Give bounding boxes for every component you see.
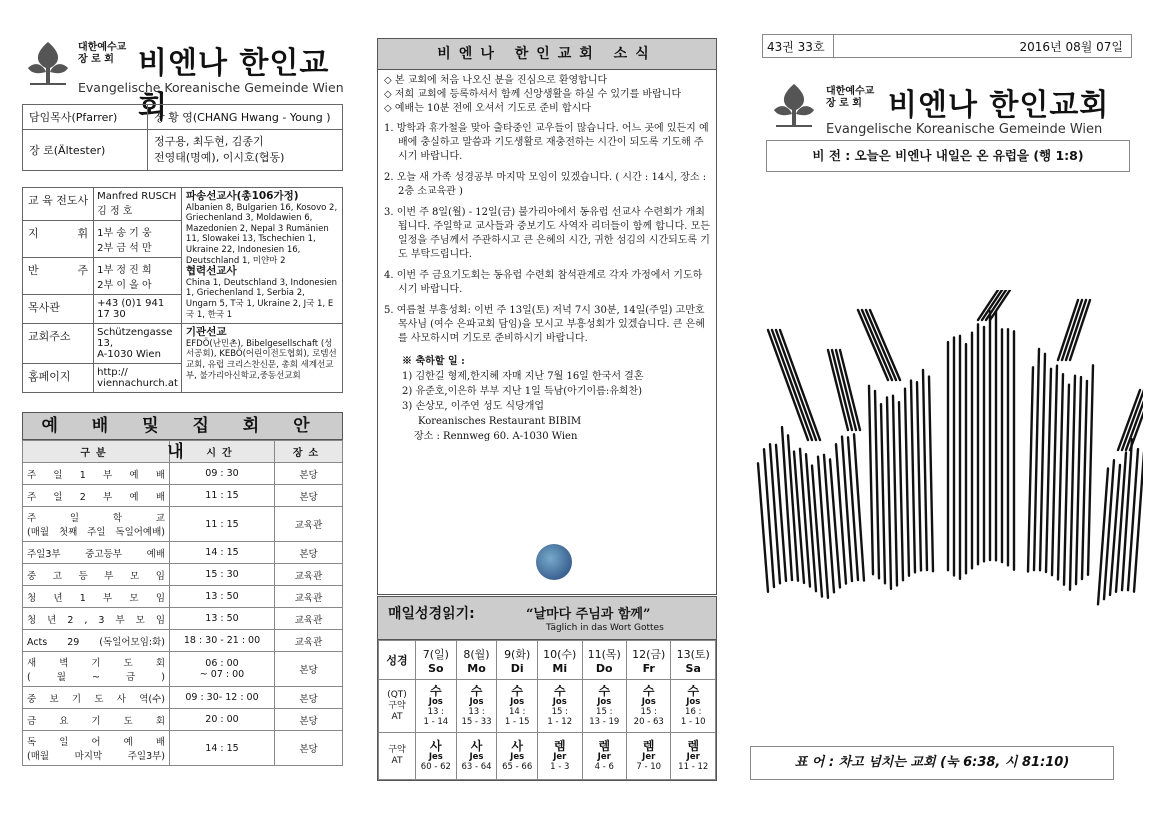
worship-name: 주 일 1 부 예 배	[23, 463, 170, 485]
reading-book-de: Jer	[686, 752, 700, 762]
reading-day	[416, 641, 457, 680]
daily-title: 매일성경읽기:	[388, 606, 475, 622]
reading-book-de: Jes	[469, 752, 484, 762]
reading-book-de: Jer	[553, 752, 567, 762]
reading-range: 16 : 1 - 10	[680, 707, 706, 727]
reading-range: 15 : 13 - 19	[589, 707, 620, 727]
reading-range: 60 - 62	[420, 762, 451, 772]
worship-row	[23, 463, 343, 485]
reading-book-ko: 사	[470, 739, 483, 753]
missionary-box	[181, 188, 342, 324]
reading-cell	[582, 680, 626, 733]
news-title: 비엔나 한인교회 소식	[378, 39, 716, 70]
reading-book-ko: 수	[430, 684, 442, 698]
worship-row	[23, 709, 343, 731]
reading-table	[378, 640, 716, 780]
reading-cell	[497, 733, 538, 780]
worship-name: 주일3부 중고등부 예배	[23, 542, 170, 564]
worship-row	[23, 731, 343, 766]
reading-day-de: Sa	[685, 661, 701, 675]
contacts-table	[22, 187, 343, 393]
motto-banner: 표 어 : 차고 넘치는 교회 (눅 6:38, 시 81:10)	[750, 746, 1114, 780]
contact-label: 목사관	[23, 295, 94, 324]
reading-day	[497, 641, 538, 680]
contact-value: 1부 송 기 웅 2부 금 석 만	[94, 221, 182, 258]
worship-name: 중 보 기 도 사 역(수)	[23, 687, 170, 709]
worship-name: 주 일 학 교 (매월 첫째 주일 독일어예배)	[23, 507, 170, 542]
news-item: 5. 여름철 부흥성회: 이번 주 13일(토) 저녁 7시 30분, 14일(주일) 고만호 목사님 (여수 은파교회 담임)을 모시고 부흥성회가 있겠습니다. 큰 은혜를 사모하시며 기도로 준비하시기 바랍니다.	[384, 305, 705, 344]
daily-reading	[377, 596, 717, 781]
congrats-item: Koreanisches Restaurant BIBIM	[418, 416, 582, 427]
contact-value: Manfred RUSCH 김 정 호	[94, 188, 182, 221]
reading-range: 7 - 10	[636, 762, 662, 772]
worship-name: 독 일 어 예 배 (매월 마지막 주일3부)	[23, 731, 170, 766]
worship-header: 구분	[23, 441, 170, 463]
worship-name: 새 벽 기 도 회 ( 월 ~ 금 )	[23, 652, 170, 687]
missionary-text: Albanien 8, Bulgarien 16, Kosovo 2, Griechenland 3, Moldawien 6, Mazedonien 2, Nepal 3 Rumänien 11, Slowakei 13, Tschechien 1, Ukraine 22, Indonesien 16, Deutschland 1, 미얀마 2	[185, 202, 338, 266]
reading-day-de: Di	[510, 661, 524, 675]
reading-book-de: Jos	[597, 697, 612, 707]
reading-day-ko: 7(일)	[422, 647, 449, 661]
reading-day-de: Mo	[467, 661, 486, 675]
congrats-item: 장소 : Rennweg 60. A-1030 Wien	[414, 431, 578, 442]
reading-day-ko: 11(목)	[587, 647, 621, 661]
welcome-line: ◇ 예배는 10분 전에 오셔서 기도로 준비 합시다	[384, 103, 591, 114]
reading-day-de: Mi	[552, 661, 568, 675]
worship-time: 06 : 00 ~ 07 : 00	[170, 652, 275, 687]
reading-range: 15 : 1 - 12	[547, 707, 573, 727]
contact-value: 1부 정 진 희 2부 이 올 아	[94, 258, 182, 295]
reading-day	[582, 641, 626, 680]
worship-row	[23, 608, 343, 630]
contact-label: 교회주소	[23, 324, 94, 364]
welcome-line: ◇ 저희 교회에 등록하셔서 함께 신앙생활을 하실 수 있기를 바랍니다	[384, 89, 682, 100]
reading-day	[538, 641, 582, 680]
reading-cell	[626, 733, 670, 780]
qt-row-label: (QT) 구약 AT	[379, 680, 416, 733]
contact-value: Schützengasse 13, A-1030 Wien	[94, 324, 182, 364]
worship-time: 09 : 30	[170, 463, 275, 485]
vision-banner: 비 전 : 오늘은 비엔나 내일은 온 유럽을 (행 1:8)	[766, 140, 1130, 172]
worship-schedule	[22, 412, 343, 766]
worship-time: 13 : 50	[170, 586, 275, 608]
reading-book-de: Jos	[469, 697, 484, 707]
worship-time: 14 : 15	[170, 731, 275, 766]
reading-range: 13 : 15 - 33	[461, 707, 492, 727]
tree-logo-icon	[768, 80, 820, 130]
church-name: 비엔나 한인교회	[138, 46, 330, 125]
institution-box	[181, 324, 342, 393]
worship-place: 본당	[275, 652, 343, 687]
missionary-title: 파송선교사(총106가정)	[185, 190, 299, 202]
contact-label: 반 주	[23, 258, 94, 295]
reading-book-ko: 렘	[687, 739, 700, 753]
worship-name: 금 요 기 도 회	[23, 709, 170, 731]
reading-range: 63 - 64	[461, 762, 492, 772]
worship-row	[23, 652, 343, 687]
reading-book-de: Jos	[428, 697, 443, 707]
issue-bar	[762, 34, 1132, 58]
reading-range: 14 : 1 - 15	[504, 707, 530, 727]
worship-time: 14 : 15	[170, 542, 275, 564]
church-name: 비엔나 한인교회	[888, 88, 1110, 123]
reading-day	[671, 641, 716, 680]
denomination-line1: 대한예수교	[826, 86, 875, 97]
issue-date: 2016년 08월 07일	[1019, 40, 1123, 54]
worship-row	[23, 564, 343, 586]
reading-day	[456, 641, 497, 680]
partner-text: China 1, Deutschland 3, Indonesien 1, Griechenland 1, Serbia 2, Ungarn 5, T국 1, Ukraine 2, J국 1, E국 1, 한국 1	[185, 277, 338, 320]
reading-book-ko: 수	[598, 684, 611, 698]
reading-book-ko: 수	[642, 684, 655, 698]
staff-label: 장 로(Ältester)	[23, 130, 148, 171]
worship-place: 본당	[275, 709, 343, 731]
news-item: 1. 방학과 휴가철을 맞아 출타중인 교우들이 많습니다. 어느 곳에 있든지 예배에 충실하고 말씀과 기도생활로 재충전하는 시간이 되도록 기도해 주시기 바랍니다.	[384, 123, 709, 162]
reading-cell	[671, 733, 716, 780]
homepage-link[interactable]: http:// viennachurch.at	[94, 364, 182, 393]
worship-name: Acts 29 (독일어모임:화)	[23, 630, 170, 652]
reading-cell	[456, 733, 497, 780]
worship-place: 본당	[275, 485, 343, 507]
globe-people-icon	[536, 544, 572, 580]
institution-title: 기관선교	[185, 326, 227, 339]
staff-row	[23, 105, 343, 130]
congrats-item: 1) 김한길 형제,한지혜 자매 지난 7월 16일 한국서 결혼	[402, 371, 644, 382]
worship-row	[23, 542, 343, 564]
reading-day-ko: 8(월)	[463, 647, 490, 661]
staff-label: 담임목사(Pfarrer)	[23, 105, 148, 130]
worship-place: 교육관	[275, 630, 343, 652]
worship-place: 본당	[275, 687, 343, 709]
worship-time: 11 : 15	[170, 485, 275, 507]
worship-time: 20 : 00	[170, 709, 275, 731]
reading-cell	[456, 680, 497, 733]
institution-text: EFDÖ(난민촌), Bibelgesellschaft (성서공회), KEBÖ(어린이전도협회), 로템선교회, 유럽 크리스찬신문, 총회 세계선교부, 불가리아신학교,중동선교회	[185, 338, 337, 381]
reading-day-de: So	[428, 661, 444, 675]
reading-day-de: Do	[595, 661, 613, 675]
worship-row	[23, 630, 343, 652]
worship-time: 13 : 50	[170, 608, 275, 630]
reading-cell	[582, 733, 626, 780]
issue-number: 43권 33호	[767, 40, 825, 54]
reading-day-ko: 12(금)	[632, 647, 666, 661]
staff-table	[22, 104, 343, 171]
reading-cell	[416, 733, 457, 780]
reading-cell	[626, 680, 670, 733]
reading-book-ko: 렘	[553, 739, 566, 753]
reading-day-ko: 10(수)	[543, 647, 577, 661]
denomination-line1: 대한예수교	[78, 42, 127, 53]
worship-place: 본당	[275, 542, 343, 564]
reading-cell	[497, 680, 538, 733]
reading-cell	[538, 733, 582, 780]
staff-row	[23, 130, 343, 171]
reading-book-ko: 수	[553, 684, 566, 698]
congrats-box	[384, 354, 710, 444]
worship-row	[23, 687, 343, 709]
reading-book-de: Jes	[510, 752, 525, 762]
reading-range: 1 - 3	[550, 762, 570, 772]
reading-cell	[671, 680, 716, 733]
worship-time: 15 : 30	[170, 564, 275, 586]
worship-name: 주 일 2 부 예 배	[23, 485, 170, 507]
reading-row-label: 성경	[379, 641, 416, 680]
worship-time: 11 : 15	[170, 507, 275, 542]
reading-day-de: Fr	[642, 661, 655, 675]
praising-trees-illustration	[748, 290, 1143, 620]
worship-name: 청 년 2 , 3 부 모 임	[23, 608, 170, 630]
contact-label: 교 육 전도사	[23, 188, 94, 221]
reading-cell	[538, 680, 582, 733]
reading-book-ko: 수	[470, 684, 483, 698]
reading-cell	[416, 680, 457, 733]
worship-header: 장소	[275, 441, 343, 463]
worship-name: 중 고 등 부 모 임	[23, 564, 170, 586]
news-item: 2. 오늘 새 가족 성경공부 마지막 모임이 있겠습니다. ( 시간 : 14시, 장소 : 2층 소교육관 )	[384, 172, 707, 197]
reading-range: 65 - 66	[502, 762, 533, 772]
reading-book-de: Jes	[428, 752, 443, 762]
tree-logo-icon	[22, 38, 74, 88]
worship-place: 교육관	[275, 507, 343, 542]
worship-place: 교육관	[275, 608, 343, 630]
reading-book-ko: 렘	[642, 739, 655, 753]
contact-label: 지 휘	[23, 221, 94, 258]
daily-quote: “날마다 주님과 함께”	[526, 607, 651, 622]
worship-row	[23, 485, 343, 507]
worship-table	[22, 440, 343, 766]
worship-place: 본당	[275, 731, 343, 766]
at-row-label: 구약 AT	[379, 733, 416, 780]
reading-book-de: Jos	[686, 697, 701, 707]
church-news	[377, 38, 717, 595]
worship-place: 본당	[275, 463, 343, 485]
denomination-line2: 장 로 회	[78, 54, 114, 65]
reading-book-ko: 사	[430, 739, 442, 753]
worship-time: 18 : 30 - 21 : 00	[170, 630, 275, 652]
worship-time: 09 : 30- 12 : 00	[170, 687, 275, 709]
reading-book-de: Jos	[552, 697, 567, 707]
denomination-line2: 장 로 회	[826, 98, 862, 109]
contact-value: +43 (0)1 941 17 30	[94, 295, 182, 324]
reading-day	[626, 641, 670, 680]
partner-title: 협력선교사	[185, 265, 237, 278]
congrats-item: 3) 손상모, 이주연 성도 식당개업	[402, 401, 545, 412]
reading-book-ko: 수	[687, 684, 700, 698]
reading-range: 11 - 12	[678, 762, 709, 772]
cover-logo	[768, 80, 1128, 140]
reading-book-de: Jer	[597, 752, 611, 762]
staff-value: 정구용, 최두현, 김종기 전영태(명예), 이시호(협동)	[148, 130, 343, 171]
reading-book-de: Jos	[641, 697, 656, 707]
congrats-item: 2) 유준호,이은하 부부 지난 1일 득남(아기이름:유희찬)	[402, 386, 643, 397]
reading-range: 13 : 1 - 14	[423, 707, 449, 727]
worship-place: 교육관	[275, 564, 343, 586]
worship-header: 시간	[170, 441, 275, 463]
contact-label: 홈페이지	[23, 364, 94, 393]
reading-book-de: Jer	[642, 752, 656, 762]
news-item: 4. 이번 주 금요기도회는 동유럽 수련회 참석관계로 각자 가정에서 기도하시기 바랍니다.	[384, 270, 703, 295]
daily-subtitle: Täglich in das Wort Gottes	[546, 623, 664, 633]
reading-book-de: Jos	[510, 697, 525, 707]
news-item: 3. 이번 주 8일(월) - 12일(금) 불가리아에서 동유럽 선교사 수련회가 개최됩니다. 주일학교 교사들과 중보기도 사역자 리더들이 함께 합니다. 모든 일정을 주님께서 주관하시고 큰 은혜의 시간, 귀한 섬김의 시간되도록 기도 부탁드립니다.	[384, 207, 710, 260]
reading-day-ko: 13(토)	[676, 647, 710, 661]
church-name-de: Evangelische Koreanische Gemeinde Wien	[78, 80, 344, 95]
reading-range: 4 - 6	[594, 762, 614, 772]
welcome-line: ◇ 본 교회에 처음 나오신 분을 진심으로 환영합니다	[384, 75, 608, 86]
church-name-de: Evangelische Koreanische Gemeinde Wien	[826, 122, 1103, 137]
worship-row	[23, 586, 343, 608]
worship-title: 예 배 및 집 회 안 내	[22, 412, 343, 440]
staff-value: 장 황 영(CHANG Hwang - Young )	[148, 105, 343, 130]
reading-day-ko: 9(화)	[504, 647, 531, 661]
reading-book-ko: 렘	[598, 739, 611, 753]
worship-place: 교육관	[275, 586, 343, 608]
worship-row	[23, 507, 343, 542]
congrats-title: ※ 축하할 일 :	[402, 356, 465, 367]
worship-name: 청 년 1 부 모 임	[23, 586, 170, 608]
reading-range: 15 : 20 - 63	[633, 707, 664, 727]
reading-book-ko: 사	[511, 739, 523, 753]
reading-book-ko: 수	[511, 684, 523, 698]
